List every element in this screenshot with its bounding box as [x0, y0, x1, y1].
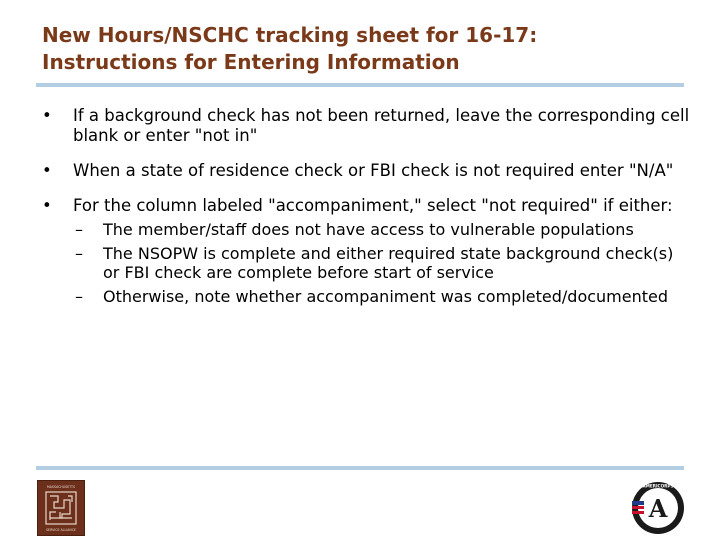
- americorps-logo: [630, 480, 686, 536]
- bullet-item-3: [40, 196, 690, 306]
- sub-bullet-item-3: [40, 287, 690, 307]
- logo-letter: A: [648, 494, 668, 523]
- bullet-list: [40, 106, 690, 321]
- bullet-icon: •: [42, 106, 52, 125]
- bullet-item-1: [40, 106, 690, 146]
- top-divider: [36, 83, 684, 87]
- bullet-text: When a state of residence check or FBI check is not required enter "N/A": [73, 161, 674, 180]
- sub-bullet-list: [40, 220, 690, 306]
- flag-field: [632, 501, 644, 505]
- sub-bullet-item-1: [40, 220, 690, 240]
- bottom-divider: [36, 466, 684, 470]
- dash-icon: –: [75, 243, 83, 263]
- sub-bullet-item-2: [40, 244, 690, 283]
- bullet-icon: •: [42, 196, 52, 215]
- sub-bullet-text: The NSOPW is complete and either required state background check(s) or FBI check are complete before start of service: [103, 243, 674, 282]
- sub-bullet-text: Otherwise, note whether accompaniment was completed/documented: [103, 286, 669, 306]
- flag-stripe: [632, 511, 644, 514]
- mass-service-alliance-logo: [37, 480, 85, 536]
- bullet-text: If a background check has not been returned, leave the corresponding cell blank or enter "not in": [73, 106, 690, 145]
- bullet-text: For the column labeled "accompaniment," select "not required" if either:: [73, 196, 673, 215]
- dash-icon: –: [75, 220, 83, 239]
- logo-ring-text: AMERICORPS: [642, 483, 674, 489]
- sub-bullet-text: The member/staff does not have access to vulnerable populations: [103, 220, 634, 239]
- slide-title: [42, 22, 702, 76]
- dash-icon: –: [75, 286, 83, 306]
- bullet-icon: •: [42, 161, 52, 180]
- bullet-item-2: [40, 161, 690, 181]
- flag-stripe: [632, 506, 644, 509]
- logo-bottom-text: SERVICE ALLIANCE: [46, 528, 76, 532]
- logo-top-text: MASSACHUSETTS: [46, 485, 76, 489]
- title-line-1: New Hours/NSCHC tracking sheet for 16-17:: [42, 23, 538, 47]
- title-line-2: Instructions for Entering Information: [42, 50, 460, 74]
